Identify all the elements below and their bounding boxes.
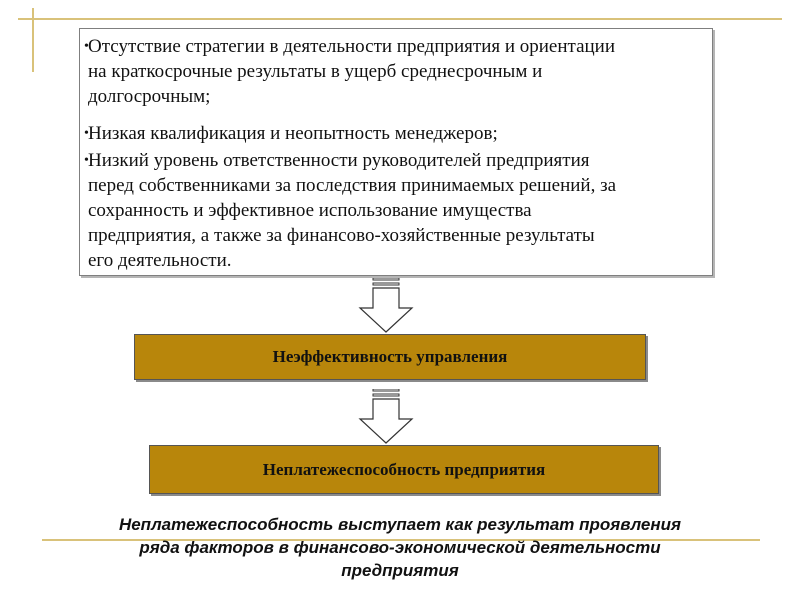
conclusion-line: ряда факторов в финансово-экономической деятельности bbox=[139, 538, 661, 557]
cause-line: сохранность и эффективное использование имущества bbox=[88, 200, 532, 221]
cause-line: перед собственниками за последствия принимаемых решений, за bbox=[88, 175, 617, 196]
management-inefficiency-box bbox=[134, 334, 646, 380]
bullet-icon: • bbox=[84, 126, 89, 141]
cause-line: его деятельности. bbox=[88, 250, 232, 271]
bullet-icon: • bbox=[84, 153, 89, 168]
down-arrow-icon bbox=[358, 389, 414, 447]
management-inefficiency-label: Неэффективность управления bbox=[272, 347, 508, 366]
bullet-icon: • bbox=[84, 39, 89, 54]
cause-line: Низкий уровень ответственности руководителей предприятия bbox=[88, 150, 590, 171]
top-decorative-line bbox=[18, 18, 782, 20]
down-arrow-icon bbox=[358, 278, 414, 336]
cause-item bbox=[84, 148, 706, 273]
insolvency-label: Неплатежеспособность предприятия bbox=[262, 459, 546, 479]
cause-item bbox=[84, 34, 706, 109]
conclusion-line: Неплатежеспособность выступает как результат проявления bbox=[118, 515, 682, 534]
cause-line: предприятия, а также за финансово-хозяйственные результаты bbox=[88, 225, 595, 246]
conclusion-text bbox=[40, 513, 760, 582]
left-decorative-line bbox=[32, 8, 34, 72]
cause-line: Низкая квалификация и неопытность менеджеров; bbox=[88, 123, 498, 144]
cause-line: на краткосрочные результаты в ущерб среднесрочным и bbox=[88, 61, 543, 82]
causes-box bbox=[79, 28, 713, 276]
cause-item bbox=[84, 121, 706, 146]
cause-line: долгосрочным; bbox=[88, 86, 211, 107]
insolvency-box bbox=[149, 445, 659, 494]
cause-line: Отсутствие стратегии в деятельности предприятия и ориентации bbox=[88, 36, 616, 57]
conclusion-line: предприятия bbox=[341, 561, 459, 580]
